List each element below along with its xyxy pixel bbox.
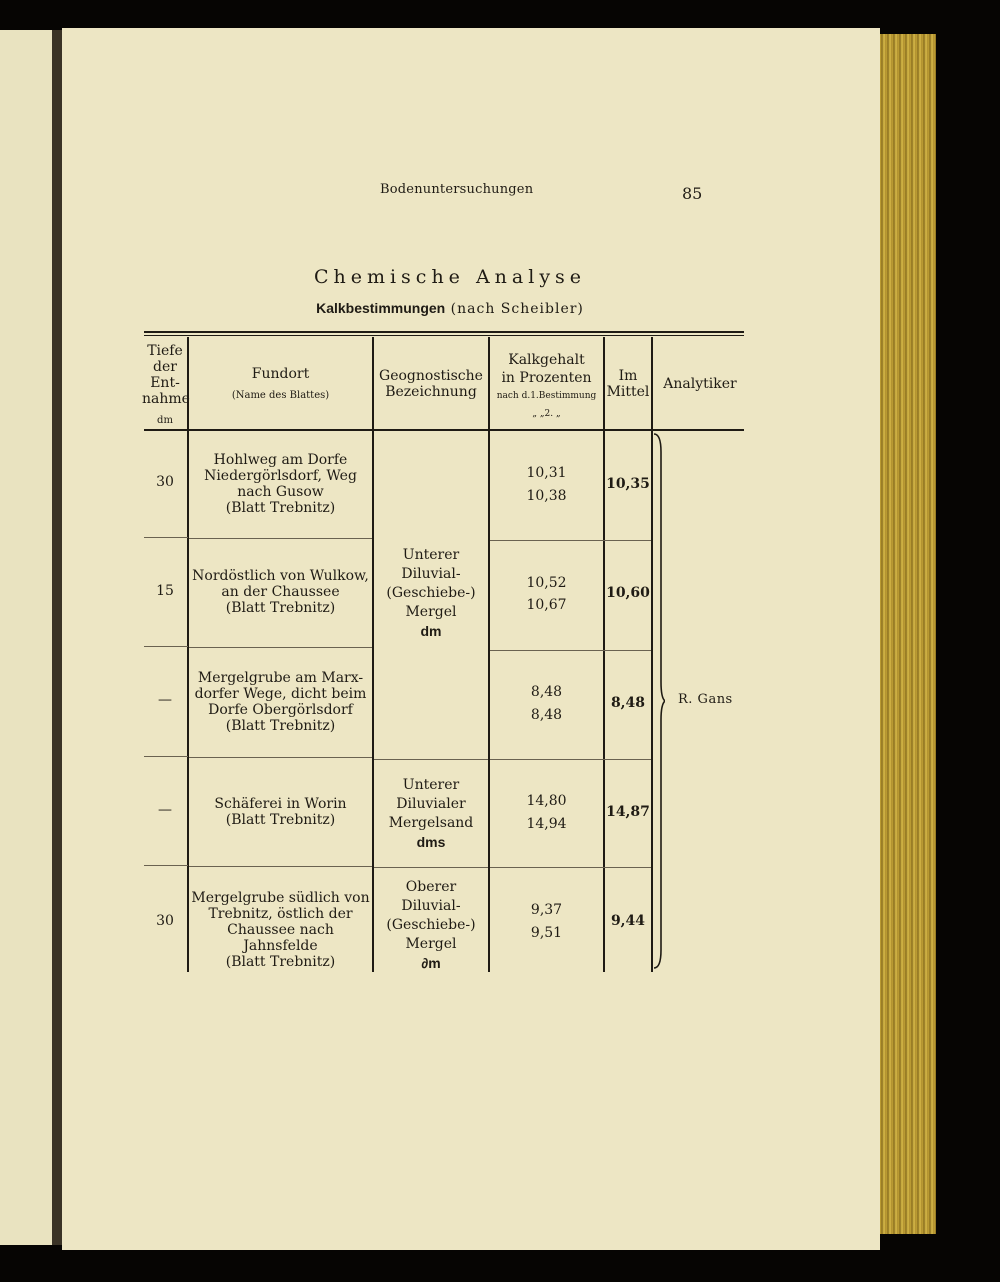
header-kalk-line: Kalkgehalt (508, 352, 585, 368)
row-4-tiefe: — (158, 802, 172, 818)
row-5-value-1: 9,37 (530, 902, 563, 918)
fundort-line: (Blatt Trebnitz) (225, 718, 336, 734)
header-geo-line: Geognostische (379, 368, 483, 384)
row-1-tiefe: 30 (156, 474, 174, 490)
subtitle-bold: Kalkbestimmungen (316, 300, 446, 316)
row-separator (490, 759, 651, 760)
row-separator (490, 650, 651, 651)
analyst-name: R. Gans (678, 692, 733, 707)
row-separator (144, 537, 188, 538)
fundort-line: (Blatt Trebnitz) (225, 500, 336, 516)
row-separator (374, 759, 488, 760)
row-1-value-1: 10,31 (526, 465, 567, 481)
fundort-line: Nordöstlich von Wulkow, (192, 568, 369, 584)
row-separator (189, 866, 372, 867)
geo-group-1 (374, 546, 488, 641)
geo-line: Mergel (405, 604, 457, 620)
row-separator (144, 865, 188, 866)
row-2-fundort (189, 568, 372, 616)
row-5-mittel: 9,44 (610, 913, 646, 929)
row-2-mittel: 10,60 (606, 585, 650, 601)
header-mittel-line: Mittel (606, 384, 650, 400)
row-1-mittel: 10,35 (606, 476, 650, 492)
row-separator (189, 757, 372, 758)
geo-line: Diluvial- (401, 898, 461, 914)
geo-line: Mergel (405, 936, 457, 952)
fundort-line: Niedergörlsdorf, Weg (204, 468, 357, 484)
header-mittel (605, 368, 651, 400)
row-separator (189, 647, 372, 648)
header-fundort (189, 366, 372, 404)
subtitle-rest: (nach Scheibler) (450, 301, 584, 317)
row-4-value-2: 14,94 (526, 816, 567, 832)
row-3-fundort (189, 670, 372, 734)
header-analytiker (653, 376, 747, 392)
fundort-line: Schäferei in Worin (214, 796, 347, 812)
page-number: 85 (682, 184, 703, 203)
geo-line: Diluvial- (401, 566, 461, 582)
column-divider (372, 337, 374, 972)
header-tiefe-unit: dm (157, 415, 173, 426)
row-4-value-1: 14,80 (526, 793, 567, 809)
header-tiefe-line: Tiefe (147, 343, 183, 359)
geo-sigle: dms (416, 834, 446, 850)
table-subtitle (150, 300, 750, 317)
row-3-mittel: 8,48 (610, 695, 646, 711)
table-header-rule (144, 429, 744, 431)
header-geognostische (374, 368, 488, 400)
running-head: Bodenuntersuchungen (380, 182, 534, 197)
header-mittel-line: Im (618, 368, 638, 384)
fundort-line: (Blatt Trebnitz) (225, 600, 336, 616)
row-separator (189, 538, 372, 539)
column-divider (187, 337, 189, 972)
geo-line: Unterer (402, 547, 460, 563)
header-tiefe-line: Ent- (150, 375, 180, 391)
header-kalk-sub2: „ „2. „ (532, 409, 561, 419)
fundort-line: Trebnitz, östlich der (208, 906, 353, 922)
fundort-line: (Blatt Trebnitz) (225, 954, 336, 970)
header-fundort-label: Fundort (251, 366, 310, 382)
fundort-line: nach Gusow (237, 484, 324, 500)
header-tiefe-line: der (153, 359, 177, 375)
column-divider (488, 337, 490, 972)
geo-line: Diluvialer (396, 796, 466, 812)
row-2-value-1: 10,52 (526, 575, 567, 591)
row-2-tiefe: 15 (156, 583, 174, 599)
header-kalk-line: in Prozenten (501, 370, 592, 386)
geo-line: (Geschiebe-) (386, 585, 476, 601)
header-tiefe (142, 343, 188, 429)
fundort-line: (Blatt Trebnitz) (225, 812, 336, 828)
geo-group-3 (374, 878, 488, 973)
header-analytiker-label: Analytiker (663, 376, 737, 392)
row-5-fundort (189, 890, 372, 970)
fundort-line: Hohlweg am Dorfe (213, 452, 348, 468)
row-4-mittel: 14,87 (606, 804, 650, 820)
geo-line: Mergelsand (388, 815, 474, 831)
adjacent-page (0, 30, 52, 1245)
header-fundort-sub: (Name des Blattes) (231, 390, 330, 401)
column-divider (603, 337, 605, 972)
header-kalkgehalt (490, 352, 603, 422)
row-separator (144, 756, 188, 757)
row-1-value-2: 10,38 (526, 488, 567, 504)
row-separator (374, 867, 488, 868)
book-gutter (52, 30, 62, 1245)
geo-group-2 (374, 776, 488, 852)
geo-sigle: dm (420, 623, 442, 639)
row-separator (490, 867, 651, 868)
curly-brace-icon (653, 432, 665, 970)
fundort-line: an der Chaussee (221, 584, 340, 600)
row-3-value-1: 8,48 (530, 684, 563, 700)
row-2-value-2: 10,67 (526, 597, 567, 613)
row-separator (490, 540, 651, 541)
fundort-line: Mergelgrube südlich von (191, 890, 370, 906)
table-title: Chemische Analyse (313, 266, 587, 288)
geo-line: Unterer (402, 777, 460, 793)
fundort-line: Chaussee nach Jahnsfelde (227, 922, 334, 954)
table-top-rule-thin (144, 335, 744, 336)
geo-line: Oberer (405, 879, 457, 895)
header-tiefe-line: nahme (142, 391, 190, 407)
page-edges (880, 34, 936, 1234)
row-3-tiefe: — (158, 692, 172, 708)
row-5-tiefe: 30 (156, 913, 174, 929)
fundort-line: Mergelgrube am Marx- (197, 670, 364, 686)
fundort-line: Dorfe Obergörlsdorf (208, 702, 353, 718)
header-geo-line: Bezeichnung (385, 384, 477, 400)
row-separator (144, 646, 188, 647)
geo-sigle: ∂m (421, 955, 441, 971)
fundort-line: dorfer Wege, dicht beim (194, 686, 367, 702)
row-3-value-2: 8,48 (530, 707, 563, 723)
row-4-fundort (189, 796, 372, 828)
header-kalk-sub1: nach d.1.Bestimmung (496, 391, 597, 401)
row-1-fundort (189, 452, 372, 516)
table-top-rule (144, 331, 744, 333)
geo-line: (Geschiebe-) (386, 917, 476, 933)
row-5-value-2: 9,51 (530, 925, 563, 941)
